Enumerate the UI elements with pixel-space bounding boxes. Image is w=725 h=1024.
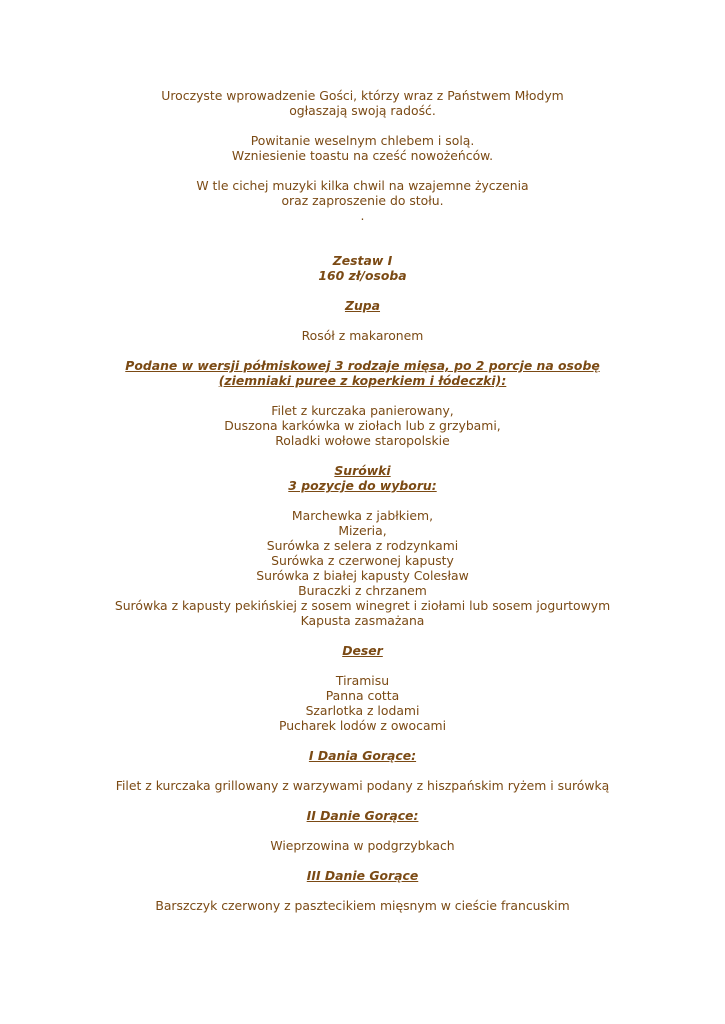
- main-item: Filet z kurczaka panierowany,: [271, 403, 454, 418]
- intro-dot: .: [360, 208, 365, 223]
- salad-item: Surówka z czerwonej kapusty: [271, 553, 454, 568]
- set-title: Zestaw I: [332, 253, 393, 268]
- intro-line: W tle cichej muzyki kilka chwil na wzajemne życzenia: [196, 178, 529, 193]
- set-price: 160 zł/osoba: [318, 268, 407, 283]
- soup-heading: Zupa: [344, 298, 381, 313]
- hot-dish-1-item: Filet z kurczaka grillowany z warzywami podany z hiszpańskim ryżem i surówką: [115, 778, 610, 793]
- intro-line: Uroczyste wprowadzenie Gości, którzy wraz z Państwem Młodym: [161, 88, 564, 103]
- menu-document: [0, 88, 725, 913]
- intro-line: ogłaszają swoją radość.: [289, 103, 436, 118]
- dessert-item: Pucharek lodów z owocami: [278, 718, 447, 733]
- dessert-heading: Deser: [342, 643, 383, 658]
- salad-item: Surówka z kapusty pekińskiej z sosem winegret i ziołami lub sosem jogurtowym: [114, 598, 611, 613]
- salad-item: Mizeria,: [338, 523, 387, 538]
- main-heading-sides: (ziemniaki puree z koperkiem i łódeczki):: [218, 373, 507, 388]
- dessert-item: Tiramisu: [335, 673, 390, 688]
- intro-line: Powitanie weselnym chlebem i solą.: [250, 133, 475, 148]
- hot-dish-1-heading: I Dania Gorące:: [308, 748, 417, 763]
- salad-item: Surówka z selera z rodzynkami: [266, 538, 459, 553]
- soup-item: Rosół z makaronem: [301, 328, 424, 343]
- hot-dish-2-heading: II Danie Gorące:: [306, 808, 419, 823]
- hot-dish-3-item: Barszczyk czerwony z pasztecikiem mięsnym w cieście francuskim: [155, 898, 570, 913]
- main-heading: Podane w wersji półmiskowej 3 rodzaje mięsa, po 2 porcje na osobę: [125, 358, 600, 373]
- salad-item: Buraczki z chrzanem: [298, 583, 427, 598]
- main-item: Duszona karkówka w ziołach lub z grzybami,: [224, 418, 501, 433]
- hot-dish-2-item: Wieprzowina w podgrzybkach: [270, 838, 455, 853]
- salads-choice-note: 3 pozycje do wyboru:: [288, 478, 437, 493]
- hot-dish-3-heading: III Danie Gorące: [306, 868, 419, 883]
- intro-line: oraz zaproszenie do stołu.: [281, 193, 444, 208]
- salad-item: Surówka z białej kapusty Colesław: [256, 568, 469, 583]
- main-item: Roladki wołowe staropolskie: [275, 433, 450, 448]
- salads-heading: Surówki: [334, 463, 391, 478]
- salad-item: Marchewka z jabłkiem,: [291, 508, 434, 523]
- dessert-item: Panna cotta: [325, 688, 400, 703]
- intro-line: Wzniesienie toastu na cześć nowożeńców.: [231, 148, 494, 163]
- dessert-item: Szarlotka z lodami: [305, 703, 420, 718]
- salad-item: Kapusta zasmażana: [300, 613, 425, 628]
